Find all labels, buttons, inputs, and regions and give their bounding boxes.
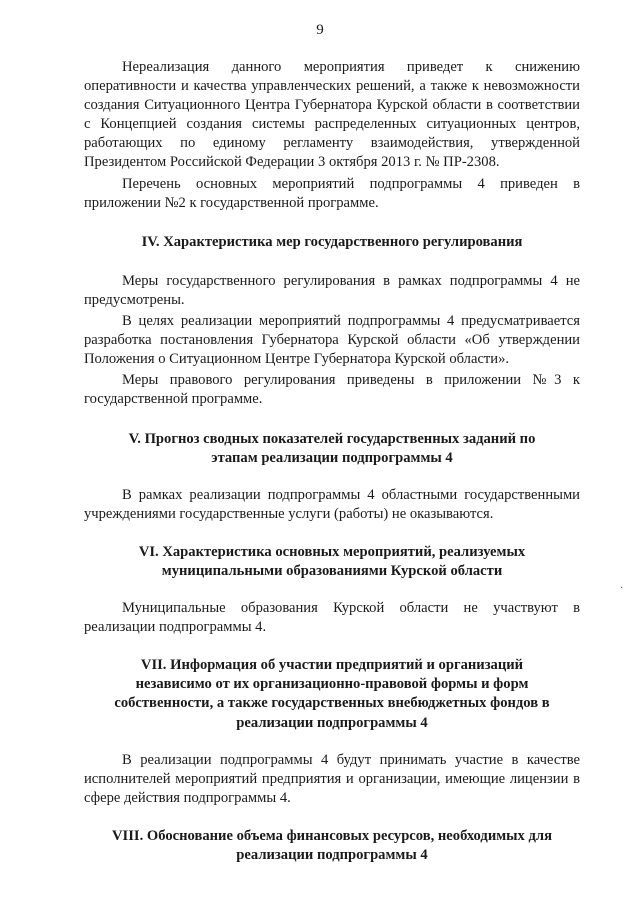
heading-line: реализации подпрограммы 4 — [236, 714, 428, 731]
heading-line: муниципальными образованиями Курской области — [161, 562, 503, 579]
paragraph-legal-regulation: Меры правового регулирования приведены в приложении №3 к государственной программе. — [84, 372, 580, 408]
heading-line: реализации подпрограммы 4 — [236, 847, 428, 863]
heading-line: этапам реализации подпрограммы 4 — [211, 449, 453, 466]
section-heading-viii — [84, 827, 580, 865]
paragraph-state-tasks: В рамках реализации подпрограммы 4 областными государственными учреждениями государственные услуги (работы) не оказываются. — [84, 486, 580, 522]
heading-line: VII. Информация об участии предприятий и организаций — [140, 657, 524, 674]
paragraph-activities-list: Перечень основных мероприятий подпрограммы 4 приведен в приложении №2 к государственной программе. — [84, 175, 580, 211]
heading-line: VI. Характеристика основных мероприятий, реализуемых — [138, 543, 526, 560]
heading-line: собственности, а также государственных внебюджетных фондов в — [114, 695, 550, 712]
heading-line: V. Прогноз сводных показателей государственных заданий по — [128, 430, 536, 447]
heading-line: IV. Характеристика мер государственного регулирования — [141, 233, 523, 250]
paragraph-regulation-goals: В целях реализации мероприятий подпрограммы 4 предусматривается разработка постановления Губернатора Курской области «Об утверждении Положения о Ситуационном Центре Губернатора Курской области». — [84, 313, 580, 368]
section-heading-vi — [84, 543, 580, 581]
heading-line: VIII. Обоснование объема финансовых ресурсов, необходимых для — [112, 827, 552, 844]
section-heading-iv — [84, 233, 580, 252]
page-number: 9 — [316, 22, 324, 38]
paragraph-regulation-measures: Меры государственного регулирования в рамках подпрограммы 4 не предусмотрены. — [84, 272, 580, 308]
margin-mark: · — [620, 583, 624, 594]
heading-line: независимо от их организационно-правовой формы и форм — [135, 676, 529, 693]
section-heading-v — [84, 430, 580, 468]
paragraph-municipalities: Муниципальные образования Курской области не участвуют в реализации подпрограммы 4. — [84, 600, 580, 636]
paragraph-nonimplementation: Нереализация данного мероприятия приведет к снижению оперативности и качества управленческих решений, а также к невозможности создания Ситуационного Центра Губернатора Курской области в соответствии с Концепцией создания системы распределенных ситуационных центров, работающих по единому регламенту взаимодействия, утвержденной Президентом Российской Федерации 3 октября 2013 г. № ПР-2308. — [84, 59, 580, 171]
paragraph-enterprises-participation: В реализации подпрограммы 4 будут принимать участие в качестве исполнителей мероприятий предприятия и организации, имеющие лицензии в сфере действия подпрограммы 4. — [84, 751, 580, 806]
document-body — [84, 58, 580, 865]
section-heading-vii — [84, 656, 580, 732]
